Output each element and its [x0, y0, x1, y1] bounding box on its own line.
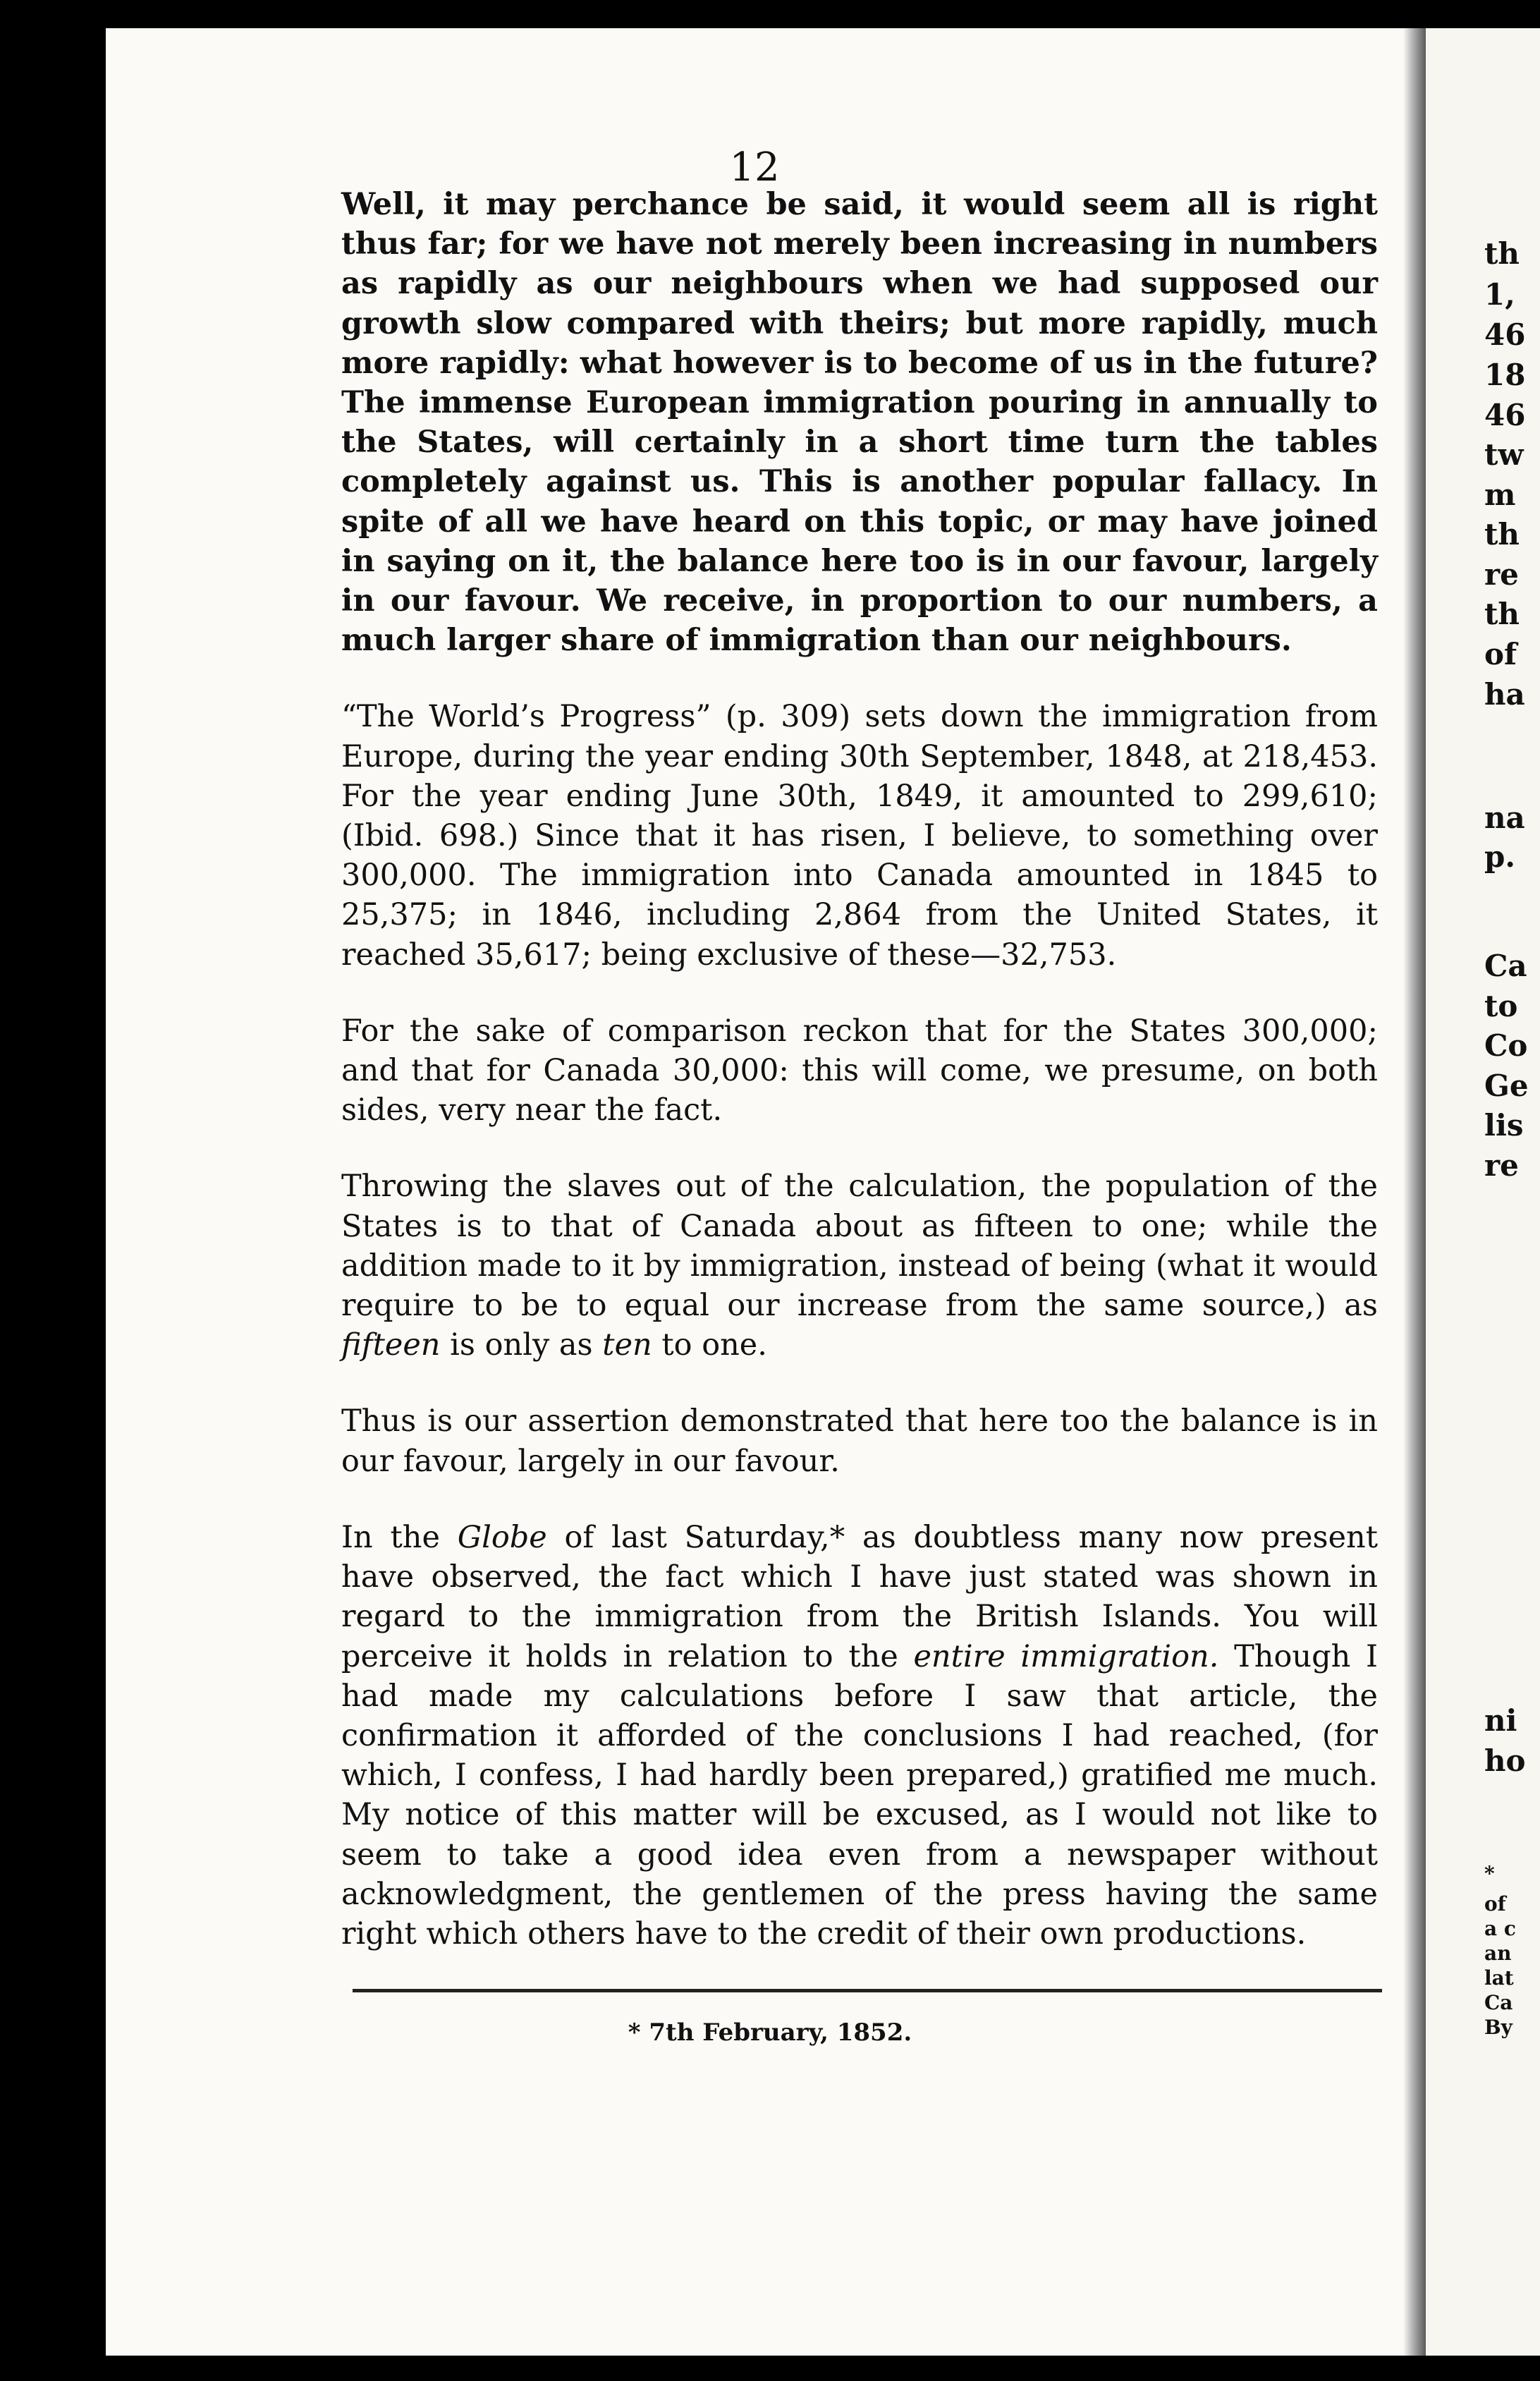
next-page-fragment: to: [1484, 989, 1518, 1023]
paragraph-6-text-a: In the: [341, 1519, 458, 1555]
next-page-fragment: re: [1484, 1148, 1519, 1183]
next-page-fragment: th: [1484, 597, 1520, 631]
paragraph-6-text-b: of last Saturday,* as doubtless many now present have observed, the fact which I have just stated was shown in regard to the immigration from the British Islands. You will perceive it holds in relation to the: [341, 1519, 1378, 1674]
next-page-fragment: 46: [1484, 398, 1526, 432]
paragraph-4-text-a: Throwing the slaves out of the calculation, the population of the States is to that of Canada about as fifteen to one; while the addition made to it by immigration, instead of being (what it would require to be to equal our increase from the same source,) as: [341, 1169, 1378, 1324]
paragraph-6: [341, 1518, 1378, 1954]
paragraph-5: Thus is our assertion demonstrated that here too the balance is in our favour, largely in our favour.: [341, 1403, 1378, 1479]
footnote-rule: [353, 1989, 1382, 1992]
page-gutter: [1403, 28, 1426, 2356]
paragraph-4-text-b: is only as: [440, 1327, 603, 1363]
paragraph-4: [341, 1167, 1378, 1365]
next-page-fragment: tw: [1484, 437, 1524, 472]
next-page-fragment: p.: [1484, 839, 1515, 874]
next-page-fragment: 1,: [1484, 277, 1515, 312]
next-page-fragment: na: [1484, 800, 1525, 835]
next-page-fragment: m: [1484, 477, 1516, 512]
emphasis-entire-immigration: entire immigration.: [913, 1638, 1219, 1674]
next-page-fragment: 46: [1484, 317, 1526, 352]
next-page-fragment: 18: [1484, 358, 1526, 392]
emphasis-ten: ten: [602, 1327, 652, 1363]
next-page-fragment: By: [1484, 2016, 1512, 2039]
next-page-fragment: ho: [1484, 1743, 1526, 1778]
paragraph-6-text-c: Though I had made my calculations before I saw that article, the confirmation it afforded of the conclusions I had reached, (for which, I confess, I had hardly been prepared,) gratified me much. My notice of this matter will be excused, as I would not like to seem to take a good idea even from a newspaper without acknowledgment, the gentlemen of the press having the same right which others have to the credit of their own productions.: [341, 1638, 1378, 1951]
footnote: * 7th February, 1852.: [628, 2018, 912, 2047]
paragraph-3: For the sake of comparison reckon that for the States 300,000; and that for Canada 30,000: this will come, we presume, on both sides, very near the fact.: [341, 1013, 1378, 1128]
next-page-fragment: Ca: [1484, 949, 1527, 983]
next-page-fragment: of: [1484, 1892, 1506, 1916]
next-page-fragment: a c: [1484, 1917, 1516, 1940]
paragraph-1: Well, it may perchance be said, it would seem all is right thus far; for we have not merely been increasing in numbers as rapidly as our neighbours when we had supposed our growth slow compared with theirs; but more rapidly, much more rapidly: what however is to become of us in the future? The immense European immigration pouring in annually to the States, will certainly in a short time turn the tables completely against us. This is another popular fallacy. In spite of all we have heard on this topic, or may have joined in saying on it, the balance here too is in our favour, largely in our favour. We receive, in proportion to our numbers, a much larger share of immigration than our neighbours.: [341, 187, 1378, 659]
next-page-fragment: re: [1484, 557, 1519, 592]
next-page-fragment: an: [1484, 1942, 1512, 1965]
next-page-fragment: *: [1484, 1862, 1495, 1885]
next-page-fragment: th: [1484, 517, 1520, 552]
next-page-fragment: ni: [1484, 1703, 1517, 1738]
paragraph-4-text-c: to one.: [652, 1327, 767, 1363]
emphasis-fifteen: fifteen: [341, 1327, 441, 1363]
next-page-fragment: lat: [1484, 1966, 1514, 1990]
next-page-fragment: Ge: [1484, 1068, 1529, 1103]
next-page-fragment: Co: [1484, 1028, 1528, 1063]
paragraph-2: “The World’s Progress” (p. 309) sets down the immigration from Europe, during the year ending 30th September, 1848, at 218,453. For the year ending June 30th, 1849, it amounted to 299,610; (Ibid. 698.) Since that it has risen, I believe, to something over 300,000. The immigration into Canada amounted in 1845 to 25,375; in 1846, including 2,864 from the United States, it reached 35,617; being exclusive of these—32,753.: [341, 699, 1378, 973]
next-page-fragment: Ca: [1484, 1991, 1513, 2014]
next-page-fragment: th: [1484, 236, 1520, 271]
page-body: [341, 185, 1378, 1990]
emphasis-globe: Globe: [457, 1519, 547, 1555]
next-page-fragment: of: [1484, 637, 1517, 671]
page-number: 12: [729, 145, 780, 190]
next-page-fragment: lis: [1484, 1108, 1524, 1143]
next-page-fragment: ha: [1484, 677, 1525, 712]
